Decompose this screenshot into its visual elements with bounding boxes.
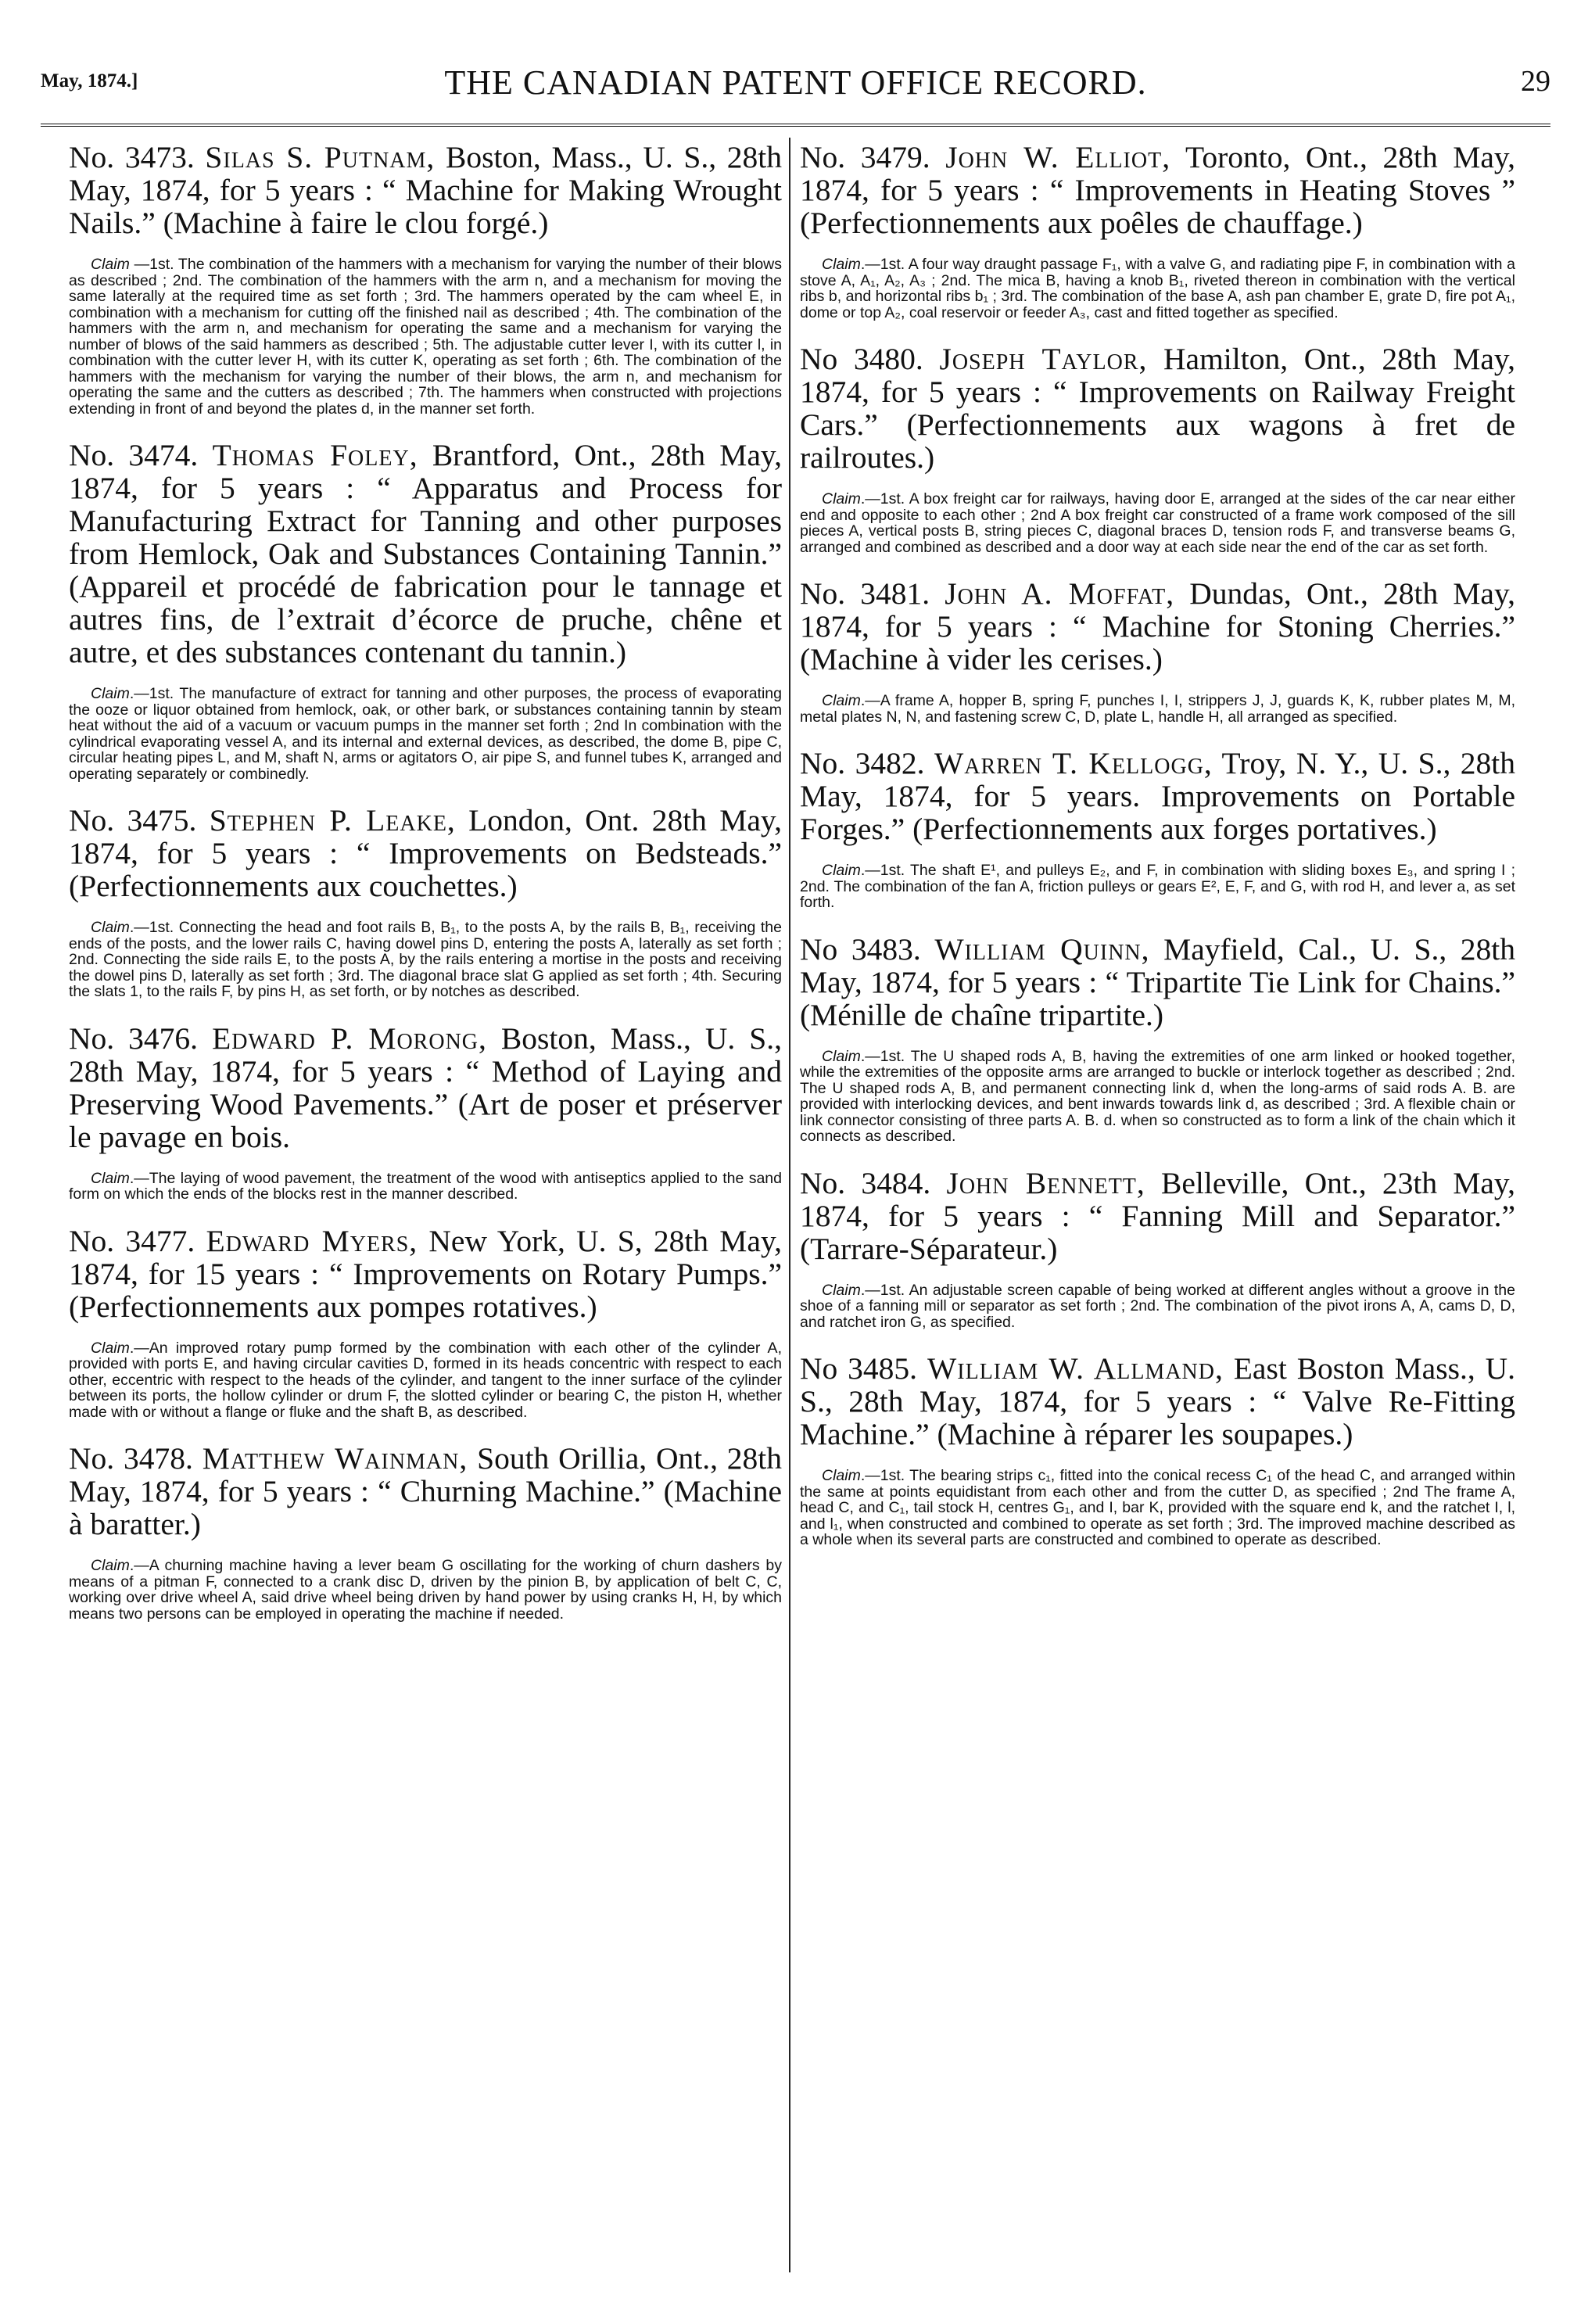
entry-heading bbox=[800, 577, 1515, 676]
patentee-name: Warren T. Kellogg, bbox=[934, 746, 1213, 780]
claim-text: .—1st. The U shaped rods A, B, having the extremities of one arm linked or hooked together, while the extremities of the opposite arms are arranged to buckle or interlock together as described ; 2nd. The U shaped rods A, B, and permanent connecting link d, when the long-arms of said rods A. B. are provided with interlocking devices, and bent inwards towards link d, as described ; 3rd. A flexible chain or link connector consisting of three parts A. B. d. when so constructed as to form a link of the chain which it connects as described. bbox=[800, 1047, 1515, 1145]
page-number: 29 bbox=[1521, 65, 1550, 98]
claim-label: Claim bbox=[91, 919, 130, 936]
patent-details: Brantford, Ont., 28th May, 1874, for 5 years : “ Apparatus and Process for Manufacturing Extract for Tanning and other purposes from Hemlock, Oak and Substances Containing Tannin.” (Appareil et procédé de fabrication pour le tannage et autres fins, de l’extrait d’écorce de pruche, chêne et autre, et des substances contenant du tannin.) bbox=[69, 438, 782, 669]
claim-label: Claim bbox=[822, 490, 861, 507]
patentee-name: Edward P. Morong, bbox=[212, 1020, 487, 1056]
patent-entry bbox=[69, 1022, 782, 1203]
patent-details: Belleville, Ont., 23th May, 1874, for 5 years : “ Fanning Mill and Separator.” (Tarrare-Séparateur.) bbox=[800, 1165, 1515, 1266]
patent-claim bbox=[800, 491, 1515, 555]
patent-entry bbox=[800, 933, 1515, 1145]
patent-claim bbox=[800, 256, 1515, 321]
patent-details: Mayfield, Cal., U. S., 28th May, 1874, for 5 years : “ Tripartite Tie Link for Chains.” (Ménille de chaîne tripartite.) bbox=[800, 931, 1516, 1032]
patent-number: No 3485. bbox=[800, 1351, 918, 1386]
patent-claim bbox=[800, 1282, 1515, 1331]
patent-claim bbox=[800, 863, 1515, 911]
entry-heading bbox=[800, 747, 1515, 845]
patent-entry bbox=[800, 1352, 1515, 1548]
patentee-name: Silas S. Putnam, bbox=[205, 140, 436, 174]
patent-details: Boston, Mass., U. S., 28th May, 1874, for 5 years : “ Method of Laying and Preserving Wood Pavements.” (Art de poser et préserver le pavage en bois. bbox=[69, 1020, 783, 1154]
patent-number: No. 3484. bbox=[800, 1165, 931, 1200]
patentee-name: William W. Allmand, bbox=[927, 1351, 1224, 1386]
patent-claim bbox=[800, 1049, 1515, 1145]
patentee-name: John Bennett, bbox=[946, 1165, 1145, 1200]
patent-claim bbox=[800, 1468, 1515, 1548]
patent-entry bbox=[69, 141, 782, 417]
claim-label: Claim bbox=[91, 1169, 130, 1187]
entry-heading bbox=[69, 804, 782, 902]
patent-entry bbox=[800, 141, 1515, 321]
entry-heading bbox=[800, 141, 1515, 239]
right-column bbox=[800, 141, 1515, 1570]
patent-details: Hamilton, Ont., 28th May, 1874, for 5 years : “ Improvements on Railway Freight Cars.” (Perfectionnements aux wagons à fret de railroutes.) bbox=[800, 342, 1515, 475]
patent-details: New York, U. S, 28th May, 1874, for 15 years : “ Improvements on Rotary Pumps.” (Perfectionnements aux pompes rotatives.) bbox=[69, 1223, 783, 1324]
patent-number: No. 3479. bbox=[800, 140, 930, 174]
patent-number: No 3480. bbox=[800, 342, 923, 376]
patentee-name: Edward Myers, bbox=[206, 1223, 418, 1258]
patent-entry bbox=[800, 1167, 1515, 1331]
patent-claim bbox=[69, 1340, 782, 1421]
patentee-name: John A. Moffat, bbox=[945, 576, 1175, 611]
entry-heading bbox=[69, 1442, 782, 1540]
claim-text: .—1st. The bearing strips c₁, fitted into the conical recess C₁ of the head C, and arranged within the same at points equidistant from each other and from the cutter D, as specified ; 2nd The frame A, head C, and C₁, tail stock H, centres G₁, and I, bar K, provided with the square end k, and the ratchet I, l, and l₁, when constructed and combined to operate as set forth ; 3rd. The improved machine described as a whole when its several parts are constructed and combined to operate as described. bbox=[800, 1467, 1515, 1548]
publication-title: THE CANADIAN PATENT OFFICE RECORD. bbox=[444, 63, 1147, 102]
entry-heading bbox=[69, 439, 782, 669]
claim-text: .—The laying of wood pavement, the treatment of the wood with antiseptics applied to the sand form on which the ends of the blocks rest in the manner described. bbox=[69, 1169, 782, 1203]
claim-text: .—1st. A four way draught passage F₁, with a valve G, and radiating pipe F, in combination with a stove A, A₁, A₂, A₃ ; 2nd. The mica B, having a knob B₁, riveted thereon in combination with the vertical ribs b, and horizontal ribs b₁ ; 3rd. The combination of the base A, ash pan chamber E, grate D, fire pot A₁, dome or top A₂, coal reservoir or feeder A₃, cast and fitted together as specified. bbox=[800, 256, 1515, 321]
patent-details: Boston, Mass., U. S., 28th May, 1874, for 5 years : “ Machine for Making Wrought Nails.” (Machine à faire le clou forgé.) bbox=[69, 140, 783, 240]
claim-text: .—1st. An adjustable screen capable of being worked at different angles without a groove in the shoe of a fanning mill or separator as set forth ; 2nd. The combination of the pivot irons A, A, cams D, D, and ratchet iron G, as specified. bbox=[800, 1281, 1515, 1331]
patent-details: Toronto, Ont., 28th May, 1874, for 5 years : “ Improvements in Heating Stoves ” (Perfectionnements aux poêles de chauffage.) bbox=[800, 140, 1515, 240]
patent-details: Troy, N. Y., U. S., 28th May, 1874, for 5 years. Improvements on Portable Forges.” (Perfectionnements aux forges portatives.) bbox=[800, 746, 1516, 846]
entry-heading bbox=[800, 933, 1515, 1031]
patent-details: Dundas, Ont., 28th May, 1874, for 5 years : “ Machine for Stoning Cherries.” (Machine à vider les cerises.) bbox=[800, 576, 1516, 676]
patent-entry bbox=[800, 343, 1515, 555]
patent-claim bbox=[69, 1171, 782, 1203]
claim-label: Claim bbox=[822, 692, 861, 709]
claim-text: .—1st. The shaft E¹, and pulleys E₂, and F, in combination with sliding boxes E₃, and spring I ; 2nd. The combination of the fan A, friction pulleys or gears E², E, F, and G, with rod H, and lever a, as set forth. bbox=[800, 862, 1515, 911]
patent-claim bbox=[69, 920, 782, 1000]
patent-claim bbox=[69, 256, 782, 417]
patent-number: No. 3474. bbox=[69, 438, 199, 472]
patent-details: East Boston Mass., U. S., 28th May, 1874, for 5 years : “ Valve Re-Fitting Machine.” (Machine à réparer les soupapes.) bbox=[800, 1351, 1516, 1451]
patent-entry bbox=[800, 577, 1515, 725]
header-rule bbox=[41, 124, 1550, 127]
claim-text: .—A churning machine having a lever beam G oscillating for the working of churn dashers by means of a pitman F, connected to a crank disc D, driven by the pinion B, by application of belt C, C, working over drive wheel A, said drive wheel being driven by hand power by using cranks H, H, by which means two persons can be employed in operating the machine if needed. bbox=[69, 1557, 782, 1623]
patentee-name: William Quinn, bbox=[934, 931, 1150, 967]
patent-number: No. 3473. bbox=[69, 140, 195, 174]
entry-heading bbox=[69, 1225, 782, 1323]
patent-claim bbox=[69, 1558, 782, 1622]
claim-label: Claim bbox=[822, 862, 861, 879]
running-head bbox=[41, 63, 1550, 109]
claim-label: Claim bbox=[822, 256, 861, 273]
entry-heading bbox=[800, 343, 1515, 474]
patent-claim bbox=[69, 686, 782, 782]
claim-text: —1st. The combination of the hammers with a mechanism for varying the number of their blows as described ; 2nd. The combination of the hammers with the arm n, and a mechanism for moving the same laterally at the required time as set forth ; 3rd. The hammers operated by the cam wheel E, in combination with a mechanism for cutting off the finished nail as described ; 4th. The combination of the hammers with the arm n, and mechanism for operating the same and a mechanism for varying the number of blows of the said hammers as described ; 5th. The adjustable cutter lever I, with its cutter l, in combination with the cutter lever H, with its cutter K, operating as set forth ; 6th. The combination of the hammers with the mechanism for varying the number of their blows, the arm n, and mechanism for operating the same and the cutters as described ; 7th. The hammers when constructed with projections extending in front of and beyond the plates d, in the manner set forth. bbox=[69, 256, 782, 418]
patent-entry bbox=[69, 439, 782, 782]
claim-text: .—1st. Connecting the head and foot rails B, B₁, to the posts A, by the rails B, B₁, receiving the ends of the posts, and the lower rails C, having dowel pins D, entering the posts A, laterally as set forth ; 2nd. Connecting the side rails E, to the posts A, by the rails entering a mortise in the posts and receiving the dowel pins D, laterally as set forth ; 3rd. The diagonal brace slat G applied as set forth ; 4th. Securing the slats 1, to the rails F, by pins H, as set forth, or by notches as described. bbox=[69, 919, 782, 1000]
patent-number: No. 3478. bbox=[69, 1441, 193, 1476]
patent-entry bbox=[69, 1442, 782, 1622]
issue-date: May, 1874.] bbox=[41, 70, 138, 91]
claim-label: Claim bbox=[91, 256, 130, 273]
entry-heading bbox=[800, 1352, 1515, 1451]
patent-entry bbox=[800, 747, 1515, 911]
claim-label: Claim bbox=[91, 1339, 130, 1357]
left-column bbox=[69, 141, 782, 1644]
patentee-name: Thomas Foley, bbox=[212, 438, 418, 472]
patent-number: No. 3475. bbox=[69, 803, 197, 837]
claim-label: Claim bbox=[822, 1281, 861, 1299]
entry-heading bbox=[69, 1022, 782, 1153]
patent-entry bbox=[69, 1225, 782, 1421]
claim-label: Claim bbox=[91, 685, 130, 702]
patentee-name: John W. Elliot, bbox=[945, 140, 1171, 174]
claim-text: .—An improved rotary pump formed by the combination with each other of the cylinder A, provided with ports E, and having circular cavities D, formed in its heads concentric with respect to each other, eccentric with respect to the heads of the cylinder, and tangent to the inner surface of the cylinder between its ports, the hollow cylinder or drum F, the slotted cylinder or bearing C, the piston H, whether made with or without a flange or fluke and the shaft B, as described. bbox=[69, 1339, 782, 1421]
patentee-name: Matthew Wainman, bbox=[202, 1441, 468, 1476]
patent-number: No. 3476. bbox=[69, 1020, 199, 1056]
claim-label: Claim bbox=[822, 1467, 861, 1484]
claim-text: .—1st. The manufacture of extract for tanning and other purposes, the process of evaporating the ooze or liquor obtained from hemlock, oak, or other bark, or substances containing tannin by steam heat without the aid of a vacuum or vacuum pumps in the manner set forth ; 2nd In combination with the cylindrical evaporating vessel A, and its internal and external devices, as described, the dome B, pipe C, circular heating pipes L, and M, shaft N, arms or agitators O, air pipe S, and funnel tubes K, arranged and operating separately or combinedly. bbox=[69, 685, 782, 783]
patent-claim bbox=[800, 693, 1515, 725]
patentee-name: Stephen P. Leake, bbox=[209, 803, 456, 837]
entry-heading bbox=[800, 1167, 1515, 1265]
claim-text: .—A frame A, hopper B, spring F, punches I, I, strippers J, J, guards K, K, rubber plates M, M, metal plates N, N, and fastening screw C, D, plate L, handle H, all arranged as specified. bbox=[800, 692, 1515, 726]
column-divider bbox=[789, 138, 790, 2272]
patent-details: South Orillia, Ont., 28th May, 1874, for 5 years : “ Churning Machine.” (Machine à baratter.) bbox=[69, 1441, 783, 1541]
patent-number: No. 3482. bbox=[800, 746, 925, 780]
claim-label: Claim bbox=[91, 1557, 130, 1574]
patent-entry bbox=[69, 804, 782, 1000]
patentee-name: Joseph Taylor, bbox=[939, 342, 1148, 376]
patent-details: London, Ont. 28th May, 1874, for 5 years : “ Improvements on Bedsteads.” (Perfectionnements aux couchettes.) bbox=[69, 803, 782, 903]
patent-number: No. 3477. bbox=[69, 1223, 195, 1258]
entry-heading bbox=[69, 141, 782, 239]
patent-number: No. 3481. bbox=[800, 576, 930, 611]
claim-text: .—1st. A box freight car for railways, having door E, arranged at the sides of the car near either end and opposite to each other ; 2nd A box freight car constructed of a frame work composed of the sill pieces A, vertical posts B, string pieces C, diagonal braces D, tension rods F, and transverse beams G, arranged and combined as described and a door way at each side near the end of the car as set forth. bbox=[800, 490, 1515, 556]
claim-label: Claim bbox=[822, 1047, 861, 1065]
patent-number: No 3483. bbox=[800, 931, 921, 967]
